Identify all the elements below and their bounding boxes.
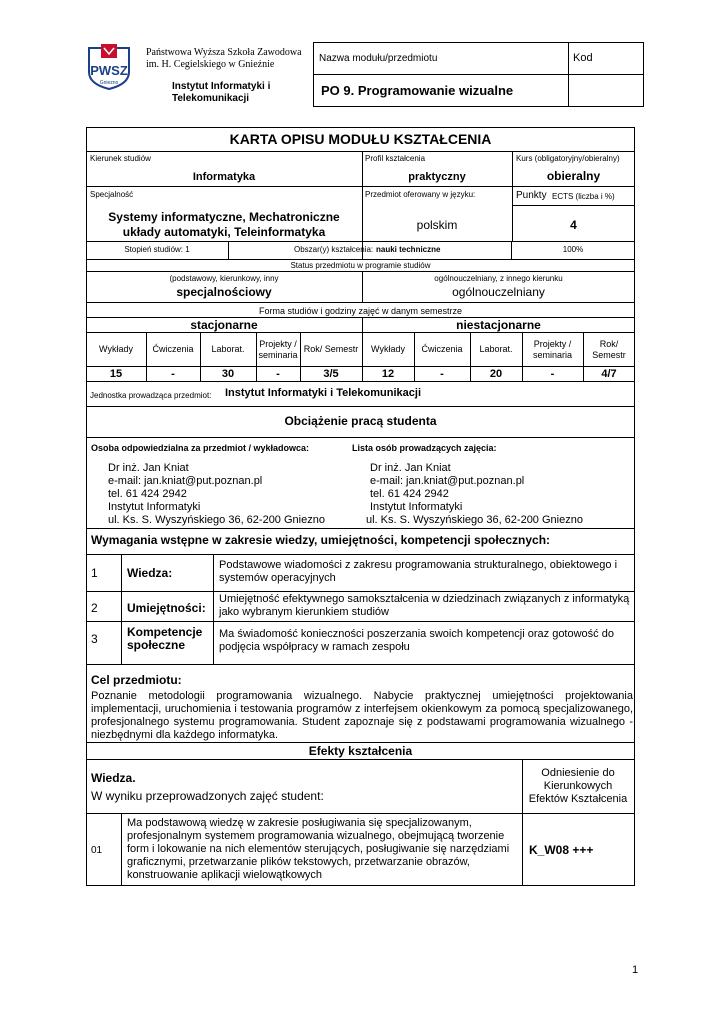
- specialization-line1: Systemy informatyczne, Mechatroniczne: [108, 210, 340, 224]
- goal-text: Poznanie metodologii programowania wizualnego. Nabycie praktycznej umiejętności projektowania implementacji, uruchomienia i testowania programów z interfejsem okienkowym za pomocą specjalizowanego, profesjonalnego systemu programowania. Student zapoznaje się z podstawami programowania wizualnego - niezbędnymi dla każdego informatyka.: [91, 690, 633, 741]
- course-label: Kurs (obligatoryjny/obieralny): [516, 154, 620, 163]
- institute-line1: Instytut Informatyki i: [172, 81, 271, 92]
- status-right-value: ogólnouczelniany: [452, 285, 545, 299]
- person-right-phone: tel. 61 424 2942: [370, 488, 449, 500]
- effects-intro: W wyniku przeprowadzonych zajęć student:: [91, 789, 324, 803]
- req-1-label: Wiedza:: [127, 566, 173, 580]
- person-right-address: ul. Ks. S. Wyszyńskiego 36, 62-200 Gniezno: [366, 514, 583, 526]
- hours-col-header-7: Ćwiczenia: [421, 344, 463, 354]
- hours-col-value-9: -: [550, 368, 555, 380]
- hours-col-value-10: 4/7: [601, 368, 617, 380]
- module-name-label: Nazwa modułu/przedmiotu: [319, 53, 438, 64]
- goal-title: Cel przedmiotu:: [91, 673, 182, 687]
- hours-col-value-1: 15: [109, 368, 123, 380]
- course-value: obieralny: [546, 169, 601, 183]
- person-left-email: e-mail: jan.kniat@put.poznan.pl: [108, 475, 263, 487]
- card-title: KARTA OPISU MODUŁU KSZTAŁCENIA: [229, 131, 492, 147]
- specialization-line2: układy automatyki, Teleinformatyka: [122, 225, 326, 239]
- req-2-text: Umiejętność efektywnego samokształcenia w dziedzinach związanych z informatyką jako wybranym kierunkiem studiów: [219, 593, 630, 618]
- unit-value: Instytut Informatyki i Telekomunikacji: [225, 387, 422, 399]
- hours-col-header-3: Laborat.: [211, 344, 245, 354]
- status-left-label: (podstawowy, kierunkowy, inny: [169, 274, 279, 283]
- responsible-label: Osoba odpowiedzialna za przedmiot / wykładowca:: [91, 443, 310, 453]
- institute-line2: Telekomunikacji: [172, 93, 250, 104]
- percent: 100%: [562, 245, 584, 254]
- field-label: Kierunek studiów: [90, 154, 151, 163]
- req-3-label: Kompetencje społeczne: [127, 625, 203, 652]
- req-1-text: Podstawowe wiadomości z zakresu programowania strukturalnego, obiektowego i systemów operacyjnych: [219, 559, 618, 584]
- req-2-num: 2: [91, 601, 98, 615]
- person-left-phone: tel. 61 424 2942: [108, 488, 187, 500]
- person-right-name: Dr inż. Jan Kniat: [370, 462, 451, 474]
- effect-01-num: 01: [91, 845, 103, 856]
- hours-col-value-4: -: [276, 368, 280, 380]
- status-right-label: ogólnouczelniany, z innego kierunku: [434, 274, 563, 283]
- person-right-unit: Instytut Informatyki: [370, 501, 463, 513]
- hours-col-value-8: 20: [489, 368, 503, 380]
- hours-col-header-10: Rok/ Semestr: [592, 338, 626, 360]
- req-2-label: Umiejętności:: [127, 601, 206, 615]
- language-value: polskim: [416, 218, 458, 232]
- area-label: Obszar(y) kształcenia:: [294, 245, 374, 254]
- hours-col-value-5: 3/5: [323, 368, 339, 380]
- reference-header: Odniesienie do Kierunkowych Efektów Kształcenia: [528, 767, 628, 805]
- hours-col-value-3: 30: [221, 368, 235, 380]
- knowledge-label: Wiedza.: [91, 771, 136, 785]
- specialization-label: Specjalność: [90, 190, 134, 199]
- profile-label: Profil kształcenia: [365, 154, 426, 163]
- stationary-label: stacjonarne: [190, 318, 258, 332]
- school-name-line2: im. H. Cegielskiego w Gnieźnie: [146, 59, 275, 70]
- field-value: Informatyka: [192, 171, 256, 183]
- req-3-num: 3: [91, 632, 98, 646]
- person-left-name: Dr inż. Jan Kniat: [108, 462, 189, 474]
- hours-col-header-5: Rok/ Semestr: [303, 344, 359, 354]
- effect-01-text: Ma podstawową wiedzę w zakresie posługiwania się specjalizowanym, profesjonalnym systemem programowania wizualnego, obejmującą tworzenie form i lokowanie na nich elementów sterujących, posługiwanie się narzędziami graficznymi, przetwarzanie plików tekstowych, przetwarzanie obrazów, konstruowanie aplikacji wielowątkowych: [127, 817, 510, 881]
- ects-label-detail: ECTS (liczba i %): [552, 192, 615, 201]
- effects-title: Efekty kształcenia: [308, 744, 413, 758]
- area-value: nauki techniczne: [376, 245, 441, 254]
- hours-col-value-6: 12: [381, 368, 395, 380]
- unit-label: Jednostka prowadząca przedmiot:: [90, 391, 212, 400]
- person-left-unit: Instytut Informatyki: [108, 501, 201, 513]
- nonstationary-label: niestacjonarne: [456, 318, 541, 332]
- school-logo: [86, 42, 132, 90]
- hours-col-header-4: Projekty / seminaria: [258, 338, 298, 360]
- logo-text: PWSZ: [90, 63, 128, 78]
- person-right-email: e-mail: jan.kniat@put.poznan.pl: [370, 475, 525, 487]
- profile-value: praktyczny: [408, 171, 466, 183]
- hours-col-header-6: Wykłady: [371, 344, 405, 354]
- ects-value: 4: [570, 218, 577, 232]
- workload-title: Obciążenie pracą studenta: [284, 414, 437, 428]
- code-label: Kod: [573, 52, 593, 64]
- logo-subtext: Gniezno: [99, 80, 119, 86]
- req-3-text: Ma świadomość konieczności poszerzania swoich kompetencji oraz gotowość do podjęcia współpracy w ramach zespołu: [219, 628, 614, 653]
- effect-01-reference: K_W08 +++: [529, 843, 594, 857]
- hours-col-value-7: -: [440, 368, 444, 380]
- status-left-value: specjalnościowy: [176, 285, 272, 299]
- ects-label: Punkty: [516, 190, 547, 201]
- requirements-title: Wymagania wstępne w zakresie wiedzy, umiejętności, kompetencji społecznych:: [91, 533, 551, 547]
- teachers-label: Lista osób prowadzących zajęcia:: [352, 443, 497, 453]
- hours-col-header-9: Projekty / seminaria: [532, 338, 572, 360]
- hours-col-header-2: Ćwiczenia: [152, 344, 194, 354]
- page-number: 1: [632, 964, 639, 976]
- hours-title: Forma studiów i godziny zajęć w danym semestrze: [258, 306, 463, 316]
- hours-col-header-8: Laborat.: [479, 344, 513, 354]
- person-left-address: ul. Ks. S. Wyszyńskiego 36, 62-200 Gniezno: [108, 514, 325, 526]
- status-title: Status przedmiotu w programie studiów: [290, 261, 431, 270]
- module-name: PO 9. Programowanie wizualne: [321, 83, 514, 98]
- language-label: Przedmiot oferowany w języku:: [365, 190, 476, 199]
- hours-col-value-2: -: [171, 368, 175, 380]
- degree: Stopień studiów: 1: [124, 245, 190, 254]
- hours-col-header-1: Wykłady: [99, 344, 133, 354]
- req-1-num: 1: [91, 566, 98, 580]
- school-name-line1: Państwowa Wyższa Szkoła Zawodowa: [146, 47, 302, 58]
